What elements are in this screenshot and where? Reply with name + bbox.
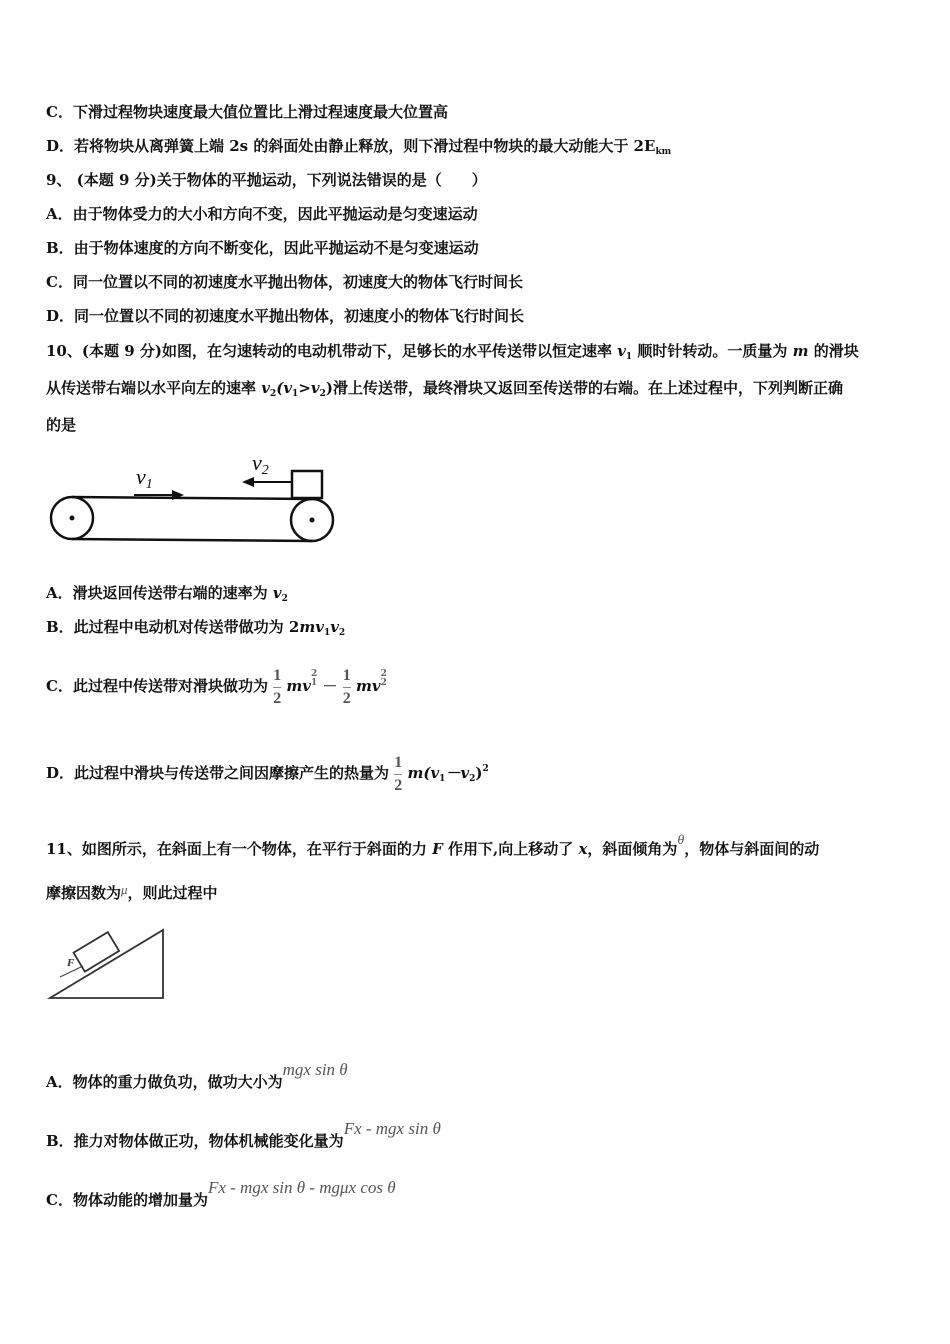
q11-option-b-text: B．推力对物体做正功，物体机械能变化量为 bbox=[46, 1132, 344, 1150]
q11-stem-mu: μ bbox=[121, 882, 128, 897]
q10-option-b-s2: 2 bbox=[338, 628, 346, 638]
fig-label-v1: v1 bbox=[136, 464, 153, 492]
q11-option-c-text: C．物体动能的增加量为 bbox=[46, 1191, 208, 1209]
q11-option-c-math: Fx - mgx sin θ - mgμx cos θ bbox=[207, 1178, 396, 1197]
q9-stem bbox=[46, 170, 487, 190]
q10-option-d-close: ) bbox=[475, 764, 483, 782]
incline-figure bbox=[46, 925, 170, 1005]
q11-stem-l2b: ，则此过程中 bbox=[127, 884, 218, 902]
q9-option-c bbox=[46, 272, 523, 292]
q10-option-c-frac2 bbox=[343, 665, 351, 710]
q9-option-b-text: B．由于物体速度的方向不断变化，因此平抛运动不是匀变速运动 bbox=[46, 239, 479, 257]
q10-option-a-text: A．滑块返回传送带右端的速率为 bbox=[46, 584, 273, 602]
frac2-den: 2 bbox=[343, 687, 351, 710]
q11-stem-line1 bbox=[46, 831, 819, 859]
q9-option-a bbox=[46, 204, 478, 224]
q9-option-d-text: D．同一位置以不同的初速度水平抛出物体，初速度小的物体飞行时间长 bbox=[46, 307, 525, 325]
q11-option-b bbox=[46, 1107, 441, 1163]
q10-option-c-minus: － bbox=[322, 677, 338, 695]
q10-option-c-frac1 bbox=[273, 665, 281, 710]
q10-option-a-var: v bbox=[272, 584, 282, 602]
q10-option-b-s1: 1 bbox=[323, 628, 331, 638]
q11-stem-l2a: 摩擦因数为 bbox=[46, 884, 122, 902]
q11-stem-l1a: 11、如图所示，在斜面上有一个物体，在平行于斜面的力 bbox=[46, 840, 433, 858]
q10-stem-l1c: 的滑块 bbox=[808, 342, 859, 360]
q11-option-a-text: A．物体的重力做负功，做功大小为 bbox=[46, 1073, 283, 1091]
fracd-den: 2 bbox=[394, 774, 402, 797]
v2-arrow-head bbox=[242, 477, 254, 487]
fig-label-v2: v2 bbox=[252, 450, 269, 478]
q10-stem-v1: v bbox=[617, 342, 626, 360]
q10-stem-l2-gt: >v bbox=[298, 379, 320, 397]
q8-option-d-sub: km bbox=[655, 147, 672, 157]
q10-option-b-text: B．此过程中电动机对传送带做功为 2 bbox=[46, 618, 300, 636]
q10-option-c-text: C．此过程中传送带对滑块做功为 bbox=[46, 677, 268, 695]
q10-option-a-sub: 2 bbox=[281, 594, 288, 604]
q11-stem-theta: θ bbox=[677, 833, 685, 848]
q11-option-c bbox=[46, 1166, 396, 1222]
left-pulley-axle bbox=[70, 516, 75, 521]
q11-stem-line2 bbox=[46, 880, 218, 903]
q10-option-b bbox=[46, 617, 345, 643]
q10-option-d-frac bbox=[394, 752, 402, 797]
q10-option-c-ss1: 2 1 bbox=[311, 669, 318, 688]
q10-stem-m: m bbox=[792, 342, 809, 360]
q10-option-c-var1: mv bbox=[286, 677, 312, 695]
q10-stem-l2-s2: 2 bbox=[319, 389, 326, 399]
q10-stem-l2-v2-sub: 2 bbox=[269, 389, 277, 399]
q10-option-d-s2: 2 bbox=[469, 774, 476, 784]
frac1-den: 2 bbox=[273, 687, 281, 710]
q8-option-d bbox=[46, 136, 671, 162]
conveyor-figure bbox=[46, 450, 346, 550]
q11-stem-F: F bbox=[432, 840, 443, 858]
slider-block bbox=[292, 471, 322, 498]
q10-stem-l2-v2: v bbox=[261, 379, 270, 397]
q10-stem-line2 bbox=[46, 378, 843, 404]
q10-option-c-var2: mv bbox=[356, 677, 381, 695]
q10-option-b-var: mv bbox=[299, 618, 324, 636]
q10-stem-l2-s1: 1 bbox=[292, 389, 299, 399]
q10-option-d-minus: －v bbox=[445, 764, 470, 782]
q9-option-a-text: A．由于物体受力的大小和方向不变，因此平抛运动是匀变速运动 bbox=[46, 205, 478, 223]
q10-stem-line3 bbox=[46, 415, 76, 435]
q10-stem-l3: 的是 bbox=[46, 416, 77, 434]
q11-option-a bbox=[46, 1048, 348, 1104]
q8-option-c bbox=[46, 102, 448, 122]
q10-stem-l2-paren: (v bbox=[276, 379, 293, 397]
q10-option-a bbox=[46, 583, 288, 609]
fig-label-F: F bbox=[67, 957, 75, 969]
q10-option-d-expr: m(v bbox=[407, 764, 440, 782]
q10-option-c-ss2: 2 2 bbox=[380, 669, 387, 688]
q8-option-c-text: C．下滑过程物块速度最大值位置比上滑过程速度最大位置高 bbox=[46, 103, 448, 121]
q11-option-a-math: mgx sin θ bbox=[282, 1060, 348, 1079]
q10-stem-l2b: )滑上传送带，最终滑块又返回至传送带的右端。在上述过程中，下列判断正确 bbox=[325, 379, 843, 397]
q10-stem-line1 bbox=[46, 341, 859, 367]
q10-stem-v1-sub: 1 bbox=[625, 352, 633, 362]
q10-option-d-text: D．此过程中滑块与传送带之间因摩擦产生的热量为 bbox=[46, 764, 390, 782]
q10-option-b-var2: v bbox=[330, 618, 339, 636]
q10-option-d-exp: 2 bbox=[482, 764, 489, 774]
q9-option-c-text: C．同一位置以不同的初速度水平抛出物体，初速度大的物体飞行时间长 bbox=[46, 273, 523, 291]
fracd-num: 1 bbox=[394, 753, 403, 771]
q11-stem-x: x bbox=[578, 840, 588, 858]
q10-option-c bbox=[46, 660, 387, 712]
q9-stem-text: 9、 (本题 9 分)关于物体的平抛运动，下列说法错误的是（ ） bbox=[46, 171, 487, 189]
right-pulley-axle bbox=[310, 518, 315, 523]
q10-stem-l2a: 从传送带右端以水平向左的速率 bbox=[46, 379, 262, 397]
q11-stem-l1c: ，斜面倾角为 bbox=[587, 840, 678, 858]
frac1-num: 1 bbox=[273, 666, 282, 684]
q11-option-b-math: Fx - mgx sin θ bbox=[343, 1119, 441, 1138]
q10-option-d-s1: 1 bbox=[439, 774, 446, 784]
frac2-num: 1 bbox=[342, 666, 351, 684]
q11-stem-l1b: 作用下,向上移动了 bbox=[442, 840, 579, 858]
q9-option-d bbox=[46, 306, 524, 326]
incline-block bbox=[73, 932, 119, 971]
belt-top bbox=[72, 497, 312, 499]
q10-stem-l1b: 顺时针转动。一质量为 bbox=[632, 342, 793, 360]
q11-stem-l1d: ，物体与斜面间的动 bbox=[684, 840, 820, 858]
q8-option-d-text: D．若将物块从离弹簧上端 2s 的斜面处由静止释放，则下滑过程中物块的最大动能大于 2E bbox=[46, 137, 656, 155]
q9-option-b bbox=[46, 238, 479, 258]
q10-stem-l1a: 10、(本题 9 分)如图，在匀速转动的电动机带动下，足够长的水平传送带以恒定速率 bbox=[46, 342, 618, 360]
q10-option-d bbox=[46, 743, 489, 805]
belt-bottom bbox=[72, 539, 312, 541]
